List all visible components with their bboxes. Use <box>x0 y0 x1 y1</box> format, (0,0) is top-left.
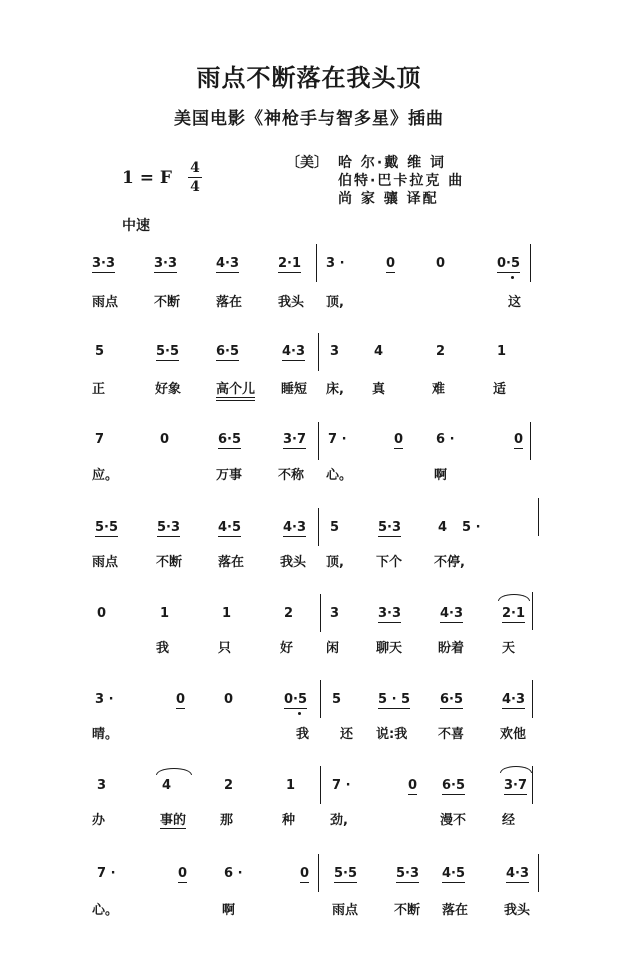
note-group: 3 <box>97 778 107 793</box>
note-group: 5 <box>95 344 105 359</box>
note-group: 4 <box>162 778 172 793</box>
lyric: 不喜 <box>438 727 465 742</box>
song-subtitle: 美国电影《神枪手与智多星》插曲 <box>174 109 444 129</box>
credit-translator: 尚 家 骧 译配 <box>338 191 439 207</box>
note-group: 7 <box>95 432 105 447</box>
note-group: 7 · <box>328 432 347 447</box>
note-group: 3·7 <box>283 432 307 447</box>
note-group: 4·3 <box>216 256 240 271</box>
note-group: 4·5 <box>442 866 466 881</box>
bar-line <box>532 592 533 630</box>
tie-arc <box>500 766 532 773</box>
bar-line <box>318 422 319 460</box>
note-group: 5 <box>332 692 342 707</box>
note-group: 3·3 <box>378 606 402 621</box>
note-group: 4·3 <box>283 520 307 535</box>
lyric: 劲, <box>330 813 348 828</box>
lyric: 落在 <box>442 903 469 918</box>
note-group: 0 <box>436 256 446 271</box>
bar-line <box>530 422 531 460</box>
lyric: 心。 <box>92 903 119 918</box>
note-group: 5·3 <box>396 866 420 881</box>
lyric: 经 <box>502 813 516 828</box>
note-group: 2 <box>284 606 294 621</box>
tempo-marking: 中速 <box>122 218 150 234</box>
lyric: 睡短 <box>281 382 308 397</box>
bar-line <box>532 766 533 804</box>
credit-nationality: 〔美〕 <box>286 155 328 171</box>
note-group: 0 <box>300 866 310 881</box>
bar-line <box>538 498 539 536</box>
time-signature <box>188 160 202 195</box>
note-group: 1 <box>497 344 507 359</box>
note-group: 4 <box>438 520 448 535</box>
note-group: 1 <box>160 606 170 621</box>
lyric: 我 <box>156 641 170 656</box>
bar-line <box>318 854 319 892</box>
credit-lyricist: 哈 尔·戴 维 词 <box>338 155 446 171</box>
bar-line <box>538 854 539 892</box>
note-group: 7 · <box>332 778 351 793</box>
note-group: 3·3 <box>92 256 116 271</box>
lyric: 下个 <box>376 555 403 570</box>
lyric: 心。 <box>326 468 353 483</box>
note-group: 0·5 <box>284 692 308 707</box>
note-group: 5·5 <box>334 866 358 881</box>
lyric: 落在 <box>216 295 243 310</box>
bar-line <box>316 244 317 282</box>
note-group: 4·3 <box>440 606 464 621</box>
note-group: 5·3 <box>378 520 402 535</box>
note-group: 0 <box>178 866 188 881</box>
note-group: 4 <box>374 344 384 359</box>
note-group: 0 <box>224 692 234 707</box>
note-group: 1 <box>286 778 296 793</box>
lyric: 我 <box>296 727 310 742</box>
lyric: 正 <box>92 382 106 397</box>
low-octave-dot <box>298 712 301 715</box>
lyric: 我头 <box>504 903 531 918</box>
note-group: 7 · <box>97 866 116 881</box>
lyric: 不断 <box>156 555 183 570</box>
note-group: 4·3 <box>506 866 530 881</box>
lyric: 雨点 <box>332 903 359 918</box>
note-group: 0 <box>514 432 524 447</box>
lyric: 盼着 <box>438 641 465 656</box>
lyric: 不断 <box>154 295 181 310</box>
key-signature: 1 = F <box>122 168 172 188</box>
lyric: 闲 <box>326 641 340 656</box>
tie-arc <box>498 594 530 601</box>
lyric: 雨点 <box>92 555 119 570</box>
note-group: 6·5 <box>218 432 242 447</box>
note-group: 0 <box>160 432 170 447</box>
note-group: 0 <box>386 256 396 271</box>
note-group: 5 <box>330 520 340 535</box>
lyric: 还 <box>340 727 354 742</box>
note-group: 6·5 <box>440 692 464 707</box>
note-group: 5 · 5 <box>378 692 411 707</box>
lyric: 种 <box>282 813 296 828</box>
lyric: 办 <box>92 813 106 828</box>
note-group: 6 · <box>224 866 243 881</box>
note-group: 0 <box>394 432 404 447</box>
bar-line <box>318 508 319 546</box>
lyric: 啊 <box>222 903 236 918</box>
note-group: 2 <box>436 344 446 359</box>
note-group: 2·1 <box>278 256 302 271</box>
note-group: 0·5 <box>497 256 521 271</box>
bar-line <box>320 594 321 632</box>
low-octave-dot <box>511 276 514 279</box>
note-group: 3·3 <box>154 256 178 271</box>
lyric: 落在 <box>218 555 245 570</box>
lyric: 不称 <box>278 468 305 483</box>
bar-line <box>320 680 321 718</box>
lyric: 欢他 <box>500 727 527 742</box>
note-group: 0 <box>97 606 107 621</box>
note-group: 0 <box>176 692 186 707</box>
note-group: 5·3 <box>157 520 181 535</box>
note-group: 3 · <box>326 256 345 271</box>
song-title: 雨点不断落在我头顶 <box>196 64 422 92</box>
note-group: 2 <box>224 778 234 793</box>
note-group: 2·1 <box>502 606 526 621</box>
lyric: 只 <box>218 641 232 656</box>
lyric: 晴。 <box>92 727 119 742</box>
lyric: 顶, <box>326 295 344 310</box>
lyric: 不断 <box>394 903 421 918</box>
note-group: 3 · <box>95 692 114 707</box>
lyric: 啊 <box>434 468 448 483</box>
note-group: 1 <box>222 606 232 621</box>
lyric: 难 <box>432 382 446 397</box>
lyric: 好 <box>280 641 294 656</box>
lyric: 不停, <box>434 555 465 570</box>
lyric: 漫不 <box>440 813 467 828</box>
note-group: 6 · <box>436 432 455 447</box>
lyric: 聊天 <box>376 641 403 656</box>
bar-line <box>530 244 531 282</box>
note-group: 0 <box>408 778 418 793</box>
credit-composer: 伯特·巴卡拉克 曲 <box>338 173 465 189</box>
tie-arc <box>156 768 192 775</box>
time-signature-bottom: 4 <box>190 179 200 195</box>
lyric: 我头 <box>278 295 305 310</box>
note-group: 3 <box>330 606 340 621</box>
lyric: 那 <box>220 813 234 828</box>
note-group: 5·5 <box>95 520 119 535</box>
note-group: 3 <box>330 344 340 359</box>
lyric: 好象 <box>155 382 182 397</box>
lyric: 事的 <box>160 809 186 829</box>
lyric: 真 <box>372 382 386 397</box>
bar-line <box>532 680 533 718</box>
note-group: 4·3 <box>502 692 526 707</box>
note-group: 3·7 <box>504 778 528 793</box>
lyric: 我头 <box>280 555 307 570</box>
lyric: 天 <box>502 641 516 656</box>
note-group: 6·5 <box>442 778 466 793</box>
time-signature-top: 4 <box>190 160 200 176</box>
lyric: 这 <box>508 295 522 310</box>
lyric: 应。 <box>92 468 119 483</box>
lyric: 床, <box>326 382 344 397</box>
note-group: 4·5 <box>218 520 242 535</box>
lyric: 万事 <box>216 468 243 483</box>
lyric: 高个儿 <box>216 378 255 401</box>
bar-line <box>318 333 319 371</box>
lyric: 雨点 <box>92 295 119 310</box>
lyric: 适 <box>493 382 507 397</box>
note-group: 5 · <box>462 520 481 535</box>
note-group: 5·5 <box>156 344 180 359</box>
time-signature-bar <box>188 177 202 178</box>
lyric: 说:我 <box>376 727 408 742</box>
lyric: 顶, <box>326 555 344 570</box>
note-group: 6·5 <box>216 344 240 359</box>
note-group: 4·3 <box>282 344 306 359</box>
bar-line <box>320 766 321 804</box>
